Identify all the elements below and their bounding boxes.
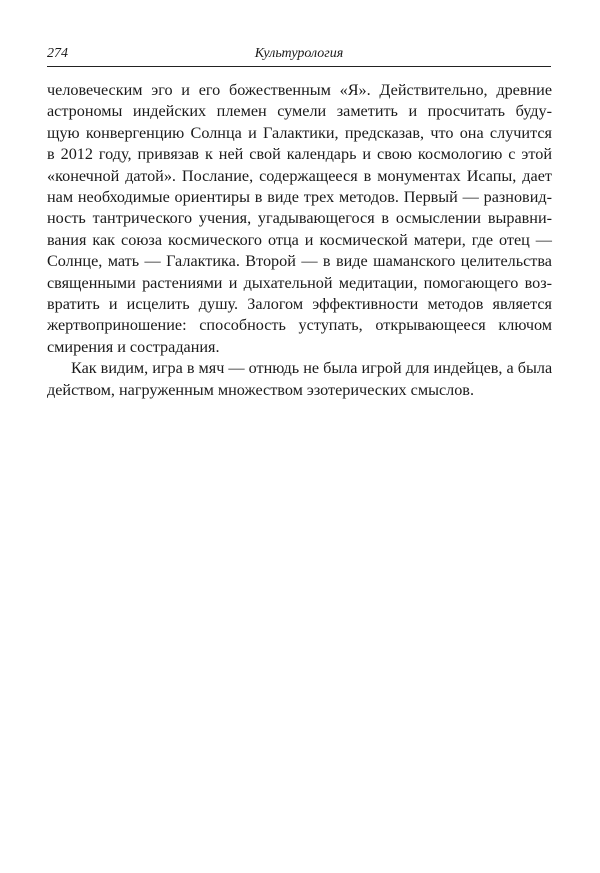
text-line: астрономы индейских племен сумели заметить и просчитать буду- (47, 102, 552, 121)
text-line: смирения и сострадания. (47, 337, 220, 356)
page-number: 274 (47, 46, 68, 61)
text-line: вратить и исцелить душу. Залогом эффективности методов является (47, 295, 552, 314)
text-line: жертвоприношение: способность уступать, открывающееся ключом (47, 316, 552, 335)
running-head (47, 46, 551, 67)
text-line: в 2012 году, привязав к ней свой календарь и свою космологию с этой (47, 145, 552, 164)
text-line: нам необходимые ориентиры в виде трех методов. Первый — разновид- (47, 188, 552, 207)
text-line: ность тантрического учения, угадывающегося в осмыслении выравни- (47, 209, 552, 228)
text-line: Солнце, мать — Галактика. Второй — в виде шаманского целительства (47, 252, 552, 271)
text-line: человеческим эго и его божественным «Я». Действительно, древние (47, 81, 552, 99)
text-line: действом, нагруженным множеством эзотерических смыслов. (47, 380, 474, 399)
text-line: Как видим, игра в мяч — отнюдь не была игрой для индейцев, а была (71, 359, 553, 378)
body-text (47, 80, 552, 401)
text-line: «конечной датой». Послание, содержащееся в монументах Исапы, дает (47, 166, 552, 185)
text-line: священными растениями и дыхательной медитации, помогающего воз- (47, 273, 552, 292)
text-line: щую конвергенцию Солнца и Галактики, предсказав, что она случится (47, 123, 552, 142)
text-line: вания как союза космического отца и космической матери, где отец — (47, 230, 552, 249)
section-title: Культурология (254, 46, 344, 61)
